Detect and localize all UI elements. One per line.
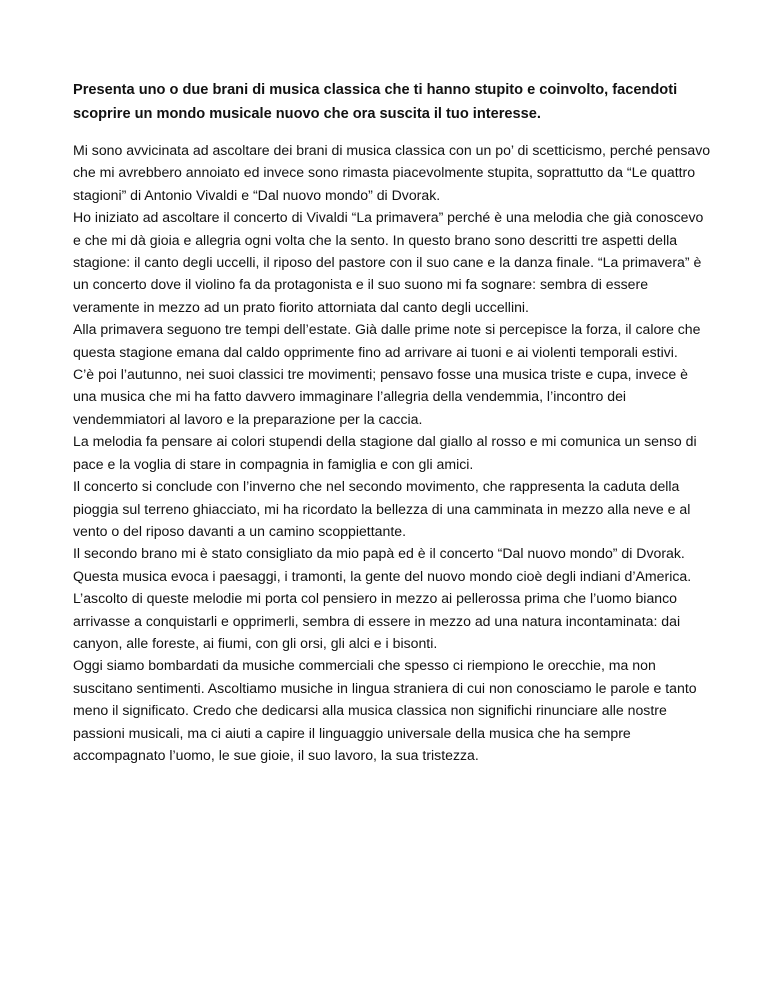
paragraph: Alla primavera seguono tre tempi dell’estate. Già dalle prime note si percepisce la forza, il calore che questa stagione emana dal caldo opprimente fino ad arrivare ai tuoni e ai violenti temporali estivi. — [73, 321, 701, 360]
paragraph: Il secondo brano mi è stato consigliato da mio papà ed è il concerto “Dal nuovo mondo” di Dvorak. — [73, 545, 685, 562]
paragraph: Questa musica evoca i paesaggi, i tramonti, la gente del nuovo mondo cioè degli indiani d’America. L’ascolto di queste melodie mi porta col pensiero in mezzo ai pellerossa prima che l’uomo bianco arrivasse a conquistarli e opprimerli, sembra di essere in mezzo ad una natura incontaminata: dai canyon, alle foreste, ai fiumi, con gli orsi, gli alci e i bisonti. — [73, 567, 692, 651]
paragraph: C’è poi l’autunno, nei suoi classici tre movimenti; pensavo fosse una musica triste e cupa, invece è una musica che mi ha fatto davvero immaginare l’allegria della vendemmia, l’incontro dei vendemmiatori al lavoro e la preparazione per la caccia. — [73, 366, 688, 427]
document-body — [73, 139, 713, 766]
paragraph: La melodia fa pensare ai colori stupendi della stagione dal giallo al rosso e mi comunica un senso di pace e la voglia di stare in compagnia in famiglia e con gli amici. — [73, 433, 697, 472]
paragraph: Il concerto si conclude con l’inverno che nel secondo movimento, che rappresenta la caduta della pioggia sul terreno ghiacciato, mi ha ricordato la bellezza di una camminata in mezzo alla neve e al vento o del riposo davanti a un camino scoppiettante. — [73, 478, 691, 539]
document-page — [73, 78, 713, 766]
paragraph: Oggi siamo bombardati da musiche commerciali che spesso ci riempiono le orecchie, ma non suscitano sentimenti. Ascoltiamo musiche in lingua straniera di cui non conosciamo le parole e tanto meno il significato. Credo che dedicarsi alla musica classica non significhi rinunciare alle nostre passioni musicali, ma ci aiuti a capire il linguaggio universale della musica che ha sempre accompagnato l’uomo, le sue gioie, il suo lavoro, la sua tristezza. — [73, 657, 697, 763]
document-title: Presenta uno o due brani di musica classica che ti hanno stupito e coinvolto, facendoti scoprire un mondo musicale nuovo che ora suscita il tuo interesse. — [73, 82, 678, 122]
paragraph: Ho iniziato ad ascoltare il concerto di Vivaldi “La primavera” perché è una melodia che già conoscevo e che mi dà gioia e allegria ogni volta che la sento. In questo brano sono descritti tre aspetti della stagione: il canto degli uccelli, il riposo del pastore con il suo cane e la danza finale. “La primavera” è un concerto dove il violino fa da protagonista e il suo suono mi fa sognare: sembra di essere veramente in mezzo ad un prato fiorito attorniata dal canto degli uccellini. — [73, 209, 704, 315]
paragraph: Mi sono avvicinata ad ascoltare dei brani di musica classica con un po’ di scetticismo, perché pensavo che mi avrebbero annoiato ed invece sono rimasta piacevolmente stupita, soprattutto da “Le quattro stagioni” di Antonio Vivaldi e “Dal nuovo mondo” di Dvorak. — [73, 142, 711, 203]
